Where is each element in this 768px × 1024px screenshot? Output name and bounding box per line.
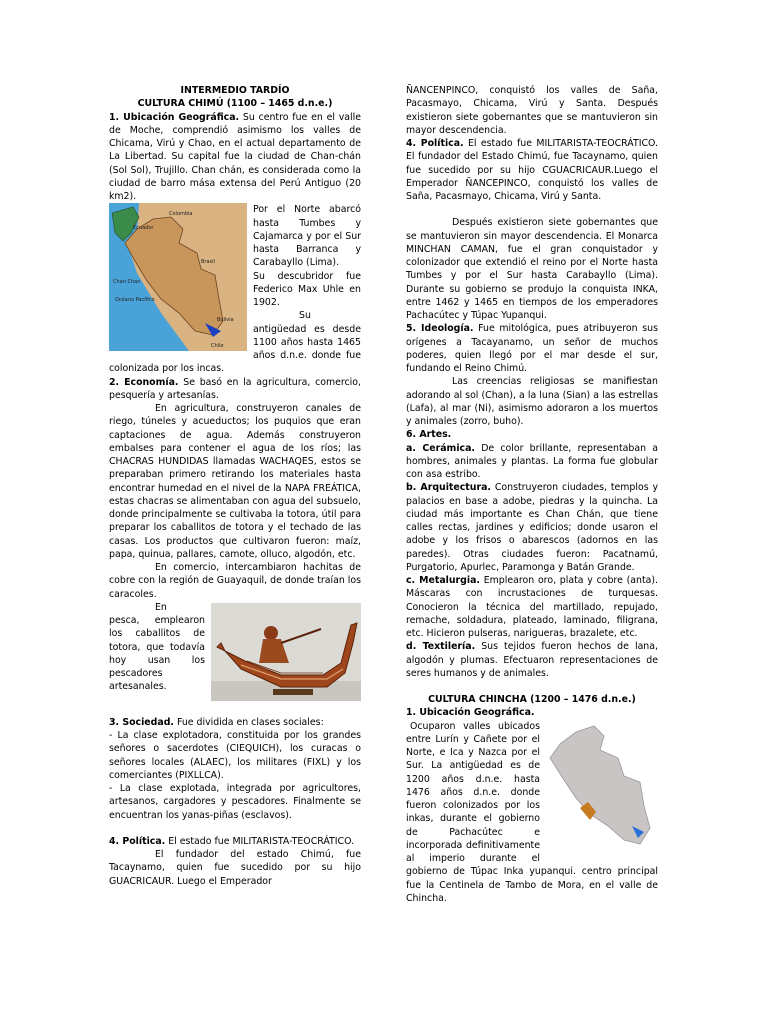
map-label-oceano: Océano Pacífico xyxy=(115,297,155,304)
paragraph-text: Se basó en la agricultura, comercio, pesquería y artesanías. xyxy=(109,376,361,401)
chimu-territory-paragraph: Por el Norte abarcó hasta Tumbes y Cajamarca y por el Sur hasta Barranca y Carabayllo (Lima). xyxy=(253,204,361,269)
paragraph-text: Sus tejidos fueron hechos de lana, algodón y plumas. Efectuaron representaciones de seres humanos y de animales. xyxy=(406,641,658,679)
subsection-heading: b. Arquitectura. xyxy=(406,482,491,494)
chimu-agriculture-paragraph: En agricultura, construyeron canales de riego, túneles y acueductos; los puquios que eran captaciones de agua. Además construyeron embalses para contener el agua de los ríos; las CHACRAS HUNDIDAS llamadas WACHAQES, estos se preparaban primero retirando los materiales hasta encontrar humedad en el nivel de la NAPA FREÁTICA, estas chacras se alimentaban con agua del subsuelo, donde principalmente se cultivaba la totora, útil para preparar los caballitos de totora y el techado de las casas. Los productos que cultivaron fueron: maíz, papa, quinua, pallares, camote, olluco, algodón, etc. xyxy=(109,403,361,560)
chimu-founder-paragraph: El fundador del estado Chimú, fue Tacaynamo, quien fue sucedido por su hijo GUACRICAUR. Luego el Emperador xyxy=(109,849,361,887)
left-column xyxy=(109,84,361,888)
peru-map-image xyxy=(109,203,247,351)
subsection-heading: c. Metalurgia. xyxy=(406,575,480,586)
right-column xyxy=(406,84,658,905)
map-label-colombia: Colombia xyxy=(169,211,193,218)
peru-map-graphic xyxy=(109,203,247,351)
chimu-society-paragraph xyxy=(109,716,361,729)
map-label-ecuador: Ecuador xyxy=(133,225,154,232)
chincha-location-paragraph: Ocuparon valles ubicados entre Lurín y Cañete por el Norte, e Ica y Nazca por el Sur. La antigüedad es de 1200 años d.n.e. hasta 1476 años d.n.e. donde fueron colonizados por los inkas, durante el gobierno de Pachacútec e incorporada definitivamente al imperio durante el gobierno de Túpac Inka yupanqui. centro principal fue la Centinela de Tambo de Mora, en el valle de Chincha. xyxy=(406,720,658,904)
section-heading: 4. Política. xyxy=(109,835,166,847)
architecture-paragraph xyxy=(406,481,658,574)
chimu-commerce-paragraph: En comercio, intercambiaron hachitas de cobre con la región de Guayaquil, de donde traían los caracoles. xyxy=(109,562,361,600)
paragraph-text: Su centro fue en el valle de Moche, comprendió asimismo los valles de Chicama, Virú y Chao, en el actual departamento de La Libertad. Su capital fue la ciudad de Chan-chán (Sol Sol), Trujillo. Chan chán, es considerada como la ciudad de barro mása extensa del Perú Antiguo (20 km2). xyxy=(109,111,362,202)
subsection-heading: a. Cerámica. xyxy=(406,442,475,454)
chimu-rulers-paragraph: Después existieron siete gobernantes que se mantuvieron sin mayor descendencia. El Monarca MINCHAN CAMAN, fue el gran conquistador y colonizador que extendió el reino por el Norte hasta Tumbes y por el Sur hasta Carabayllo (Lima). Durante su gobierno se produjo la conquista INKA, entre 1462 y 1465 en tiempos de los emperadores Pachacútec y Túpac Yupanqui. xyxy=(406,217,658,321)
chimu-fishing-lead: En xyxy=(155,601,167,613)
paragraph-text: Emplearon oro, plata y cobre (anta). Máscaras con incrustaciones de turquesas. Conocieron la técnica del martillado, repujado, remache, soldadura, plateado, laminado, filigrana, etc. Hicieron pulseras, narigueras, brazalete, etc. xyxy=(406,575,659,639)
spacer xyxy=(109,703,361,716)
ceramics-paragraph xyxy=(406,442,658,482)
map-label-chile: Chile xyxy=(211,343,224,350)
paragraph-text: El estado fue MILITARISTA-TEOCRÁTICO. El fundador del Estado Chimú, fue Tacaynamo, quien fue sucedido por su hijo CGUACRICAUR.Luego el Emperador ÑANCEPINCO, conquistó los valles de Saña, Pacasmayo, Chicama, Virú y Santa. xyxy=(406,138,658,202)
chimu-ideology-paragraph xyxy=(406,322,658,375)
chimu-fishing-paragraph: pesca, emplearon los caballitos de totora, que todavía hoy usan los pescadores artesanales. xyxy=(109,615,205,693)
section-heading: 5. Ideología. xyxy=(406,323,474,335)
chincha-heading: CULTURA CHINCHA (1200 – 1476 d.n.e.) xyxy=(428,694,636,705)
arts-heading: 6. Artes. xyxy=(406,429,452,441)
chimu-antiquity-paragraph: Su antigüedad es desde 1100 años hasta 1465 años d.n.e. donde fue colonizada por los incas. xyxy=(109,310,361,375)
spacer xyxy=(109,822,361,835)
chimu-discoverer-paragraph: Su descubridor fue Federico Max Uhle en 1902. xyxy=(253,270,361,308)
chimu-politics-paragraph xyxy=(109,835,361,848)
chimu-heading: CULTURA CHIMÚ (1100 – 1465 d.n.e.) xyxy=(137,98,333,110)
chimu-politics-paragraph-2 xyxy=(406,137,658,203)
page-title: INTERMEDIO TARDÍO xyxy=(180,85,290,96)
section-heading: 1. Ubicación Geográfica. xyxy=(109,111,240,123)
continued-paragraph: ÑANCENPINCO, conquistó los valles de Saña, Pacasmayo, Chicama, Virú y Santa. Después existieron siete gobernantes que se mantuvieron sin mayor descendencia. xyxy=(406,85,658,136)
totora-boat-image xyxy=(211,603,361,701)
chimu-beliefs-paragraph: Las creencias religiosas se manifiestan adorando al sol (Chan), a la luna (Sian) a las estrellas (Lafa), al mar (Ni), asimismo adoraron a los muertos y animales (zorro, buho). xyxy=(406,376,658,427)
section-heading: 3. Sociedad. xyxy=(109,716,174,728)
chimu-location-paragraph xyxy=(109,111,361,204)
spacer xyxy=(406,203,658,216)
paragraph-text: El estado fue MILITARISTA-TEOCRÁTICO. xyxy=(165,835,355,847)
subsection-heading: d. Textilería. xyxy=(406,641,476,653)
paragraph-text: Fue dividida en clases sociales: xyxy=(173,716,324,728)
map-label-chan-chan: Chan Chan xyxy=(113,279,141,286)
chimu-exploited-class: - La clase explotada, integrada por agricultores, artesanos, cargadores y pescadores. Finalmente se encuentran los yanas-piñas (esclavos). xyxy=(109,783,361,821)
chincha-map-image xyxy=(546,722,658,852)
map-label-bolivia: Bolivia xyxy=(217,317,234,324)
section-heading: 4. Política. xyxy=(406,138,464,149)
chincha-location-heading: 1. Ubicación Geográfica. xyxy=(406,707,535,719)
paragraph-text: Fue mitológica, pues atribuyeron sus orígenes a Tacayanamo, un señor de muchos poderes, quien llegó por el mar desde el sur, fundando el Reino Chimú. xyxy=(406,323,658,374)
spacer xyxy=(406,680,658,693)
chimu-economy-paragraph xyxy=(109,376,361,403)
paragraph-text: Construyeron ciudades, templos y palacios en base a adobe, piedras y la quincha. La ciudad más importante es Chan Chán, que tiene calles rectas, jardines y edificios; donde usaron el adobe y los frisos o abarescos (adornos en las paredes). Otras ciudades fueron: Pacatnamú, Purgatorio, Apurlec, Paramonga y Batán Grande. xyxy=(406,482,659,573)
paragraph-text: De color brillante, representaban a hombres, animales y plantas. La forma fue globular con asa estribo. xyxy=(406,442,658,480)
chimu-exploiting-class: - La clase explotadora, constituida por los grandes señores o sacerdotes (CIEQUICH), los curacas o señores locales (ALAEC), los militares (FIXL) y los comerciantes (PIXLLCA). xyxy=(109,730,361,781)
chincha-map-graphic xyxy=(546,722,658,852)
section-heading: 2. Economía. xyxy=(109,376,179,388)
metallurgy-paragraph xyxy=(406,574,658,640)
totora-boat-graphic xyxy=(211,603,361,701)
map-label-brasil: Brasil xyxy=(201,259,215,266)
textiles-paragraph xyxy=(406,640,658,680)
